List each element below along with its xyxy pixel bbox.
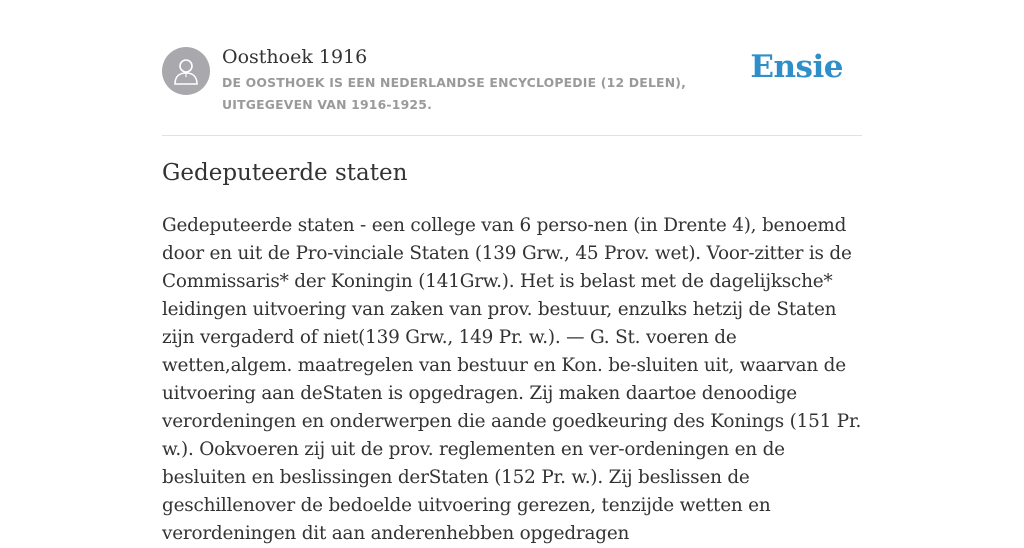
- source-title[interactable]: Oosthoek 1916: [222, 46, 368, 68]
- user-outline-icon: [172, 56, 200, 86]
- page-container: [162, 0, 862, 544]
- avatar[interactable]: [162, 47, 210, 95]
- article-title: Gedeputeerde staten: [162, 160, 408, 186]
- source-header: [162, 0, 862, 136]
- ensie-logo-link[interactable]: Ensie: [750, 49, 843, 85]
- article-body: Gedeputeerde staten - een college van 6 perso-nen (in Drente 4), benoemd door en uit de Pro-vinciale Staten (139 Grw., 45 Prov. wet). Voor-zitter is de Commissaris* der Koningin (141Grw.). Het is belast met de dagelijksche* leidingen uitvoering van zaken van prov. bestuur, enzulks hetzij de Staten zijn vergaderd of niet(139 Grw., 149 Pr. w.). — G. St. voeren de wetten,algem. maatregelen van bestuur en Kon. be-sluiten uit, waarvan de uitvoering aan deStaten is opgedragen. Zij maken daartoe denoodige verordeningen en onderwerpen die aande goedkeuring des Konings (151 Pr. w.). Ookvoeren zij uit de prov. reglementen en ver-ordeningen en de besluiten en beslissingen derStaten (152 Pr. w.). Zij beslissen de geschillenover de bedoelde uitvoering gerezen, tenzijde wetten en verordeningen dit aan anderenhebben opgedragen: [162, 215, 862, 544]
- source-description: DE OOSTHOEK IS EEN NEDERLANDSE ENCYCLOPEDIE (12 DELEN), UITGEGEVEN VAN 1916-1925.: [222, 75, 687, 112]
